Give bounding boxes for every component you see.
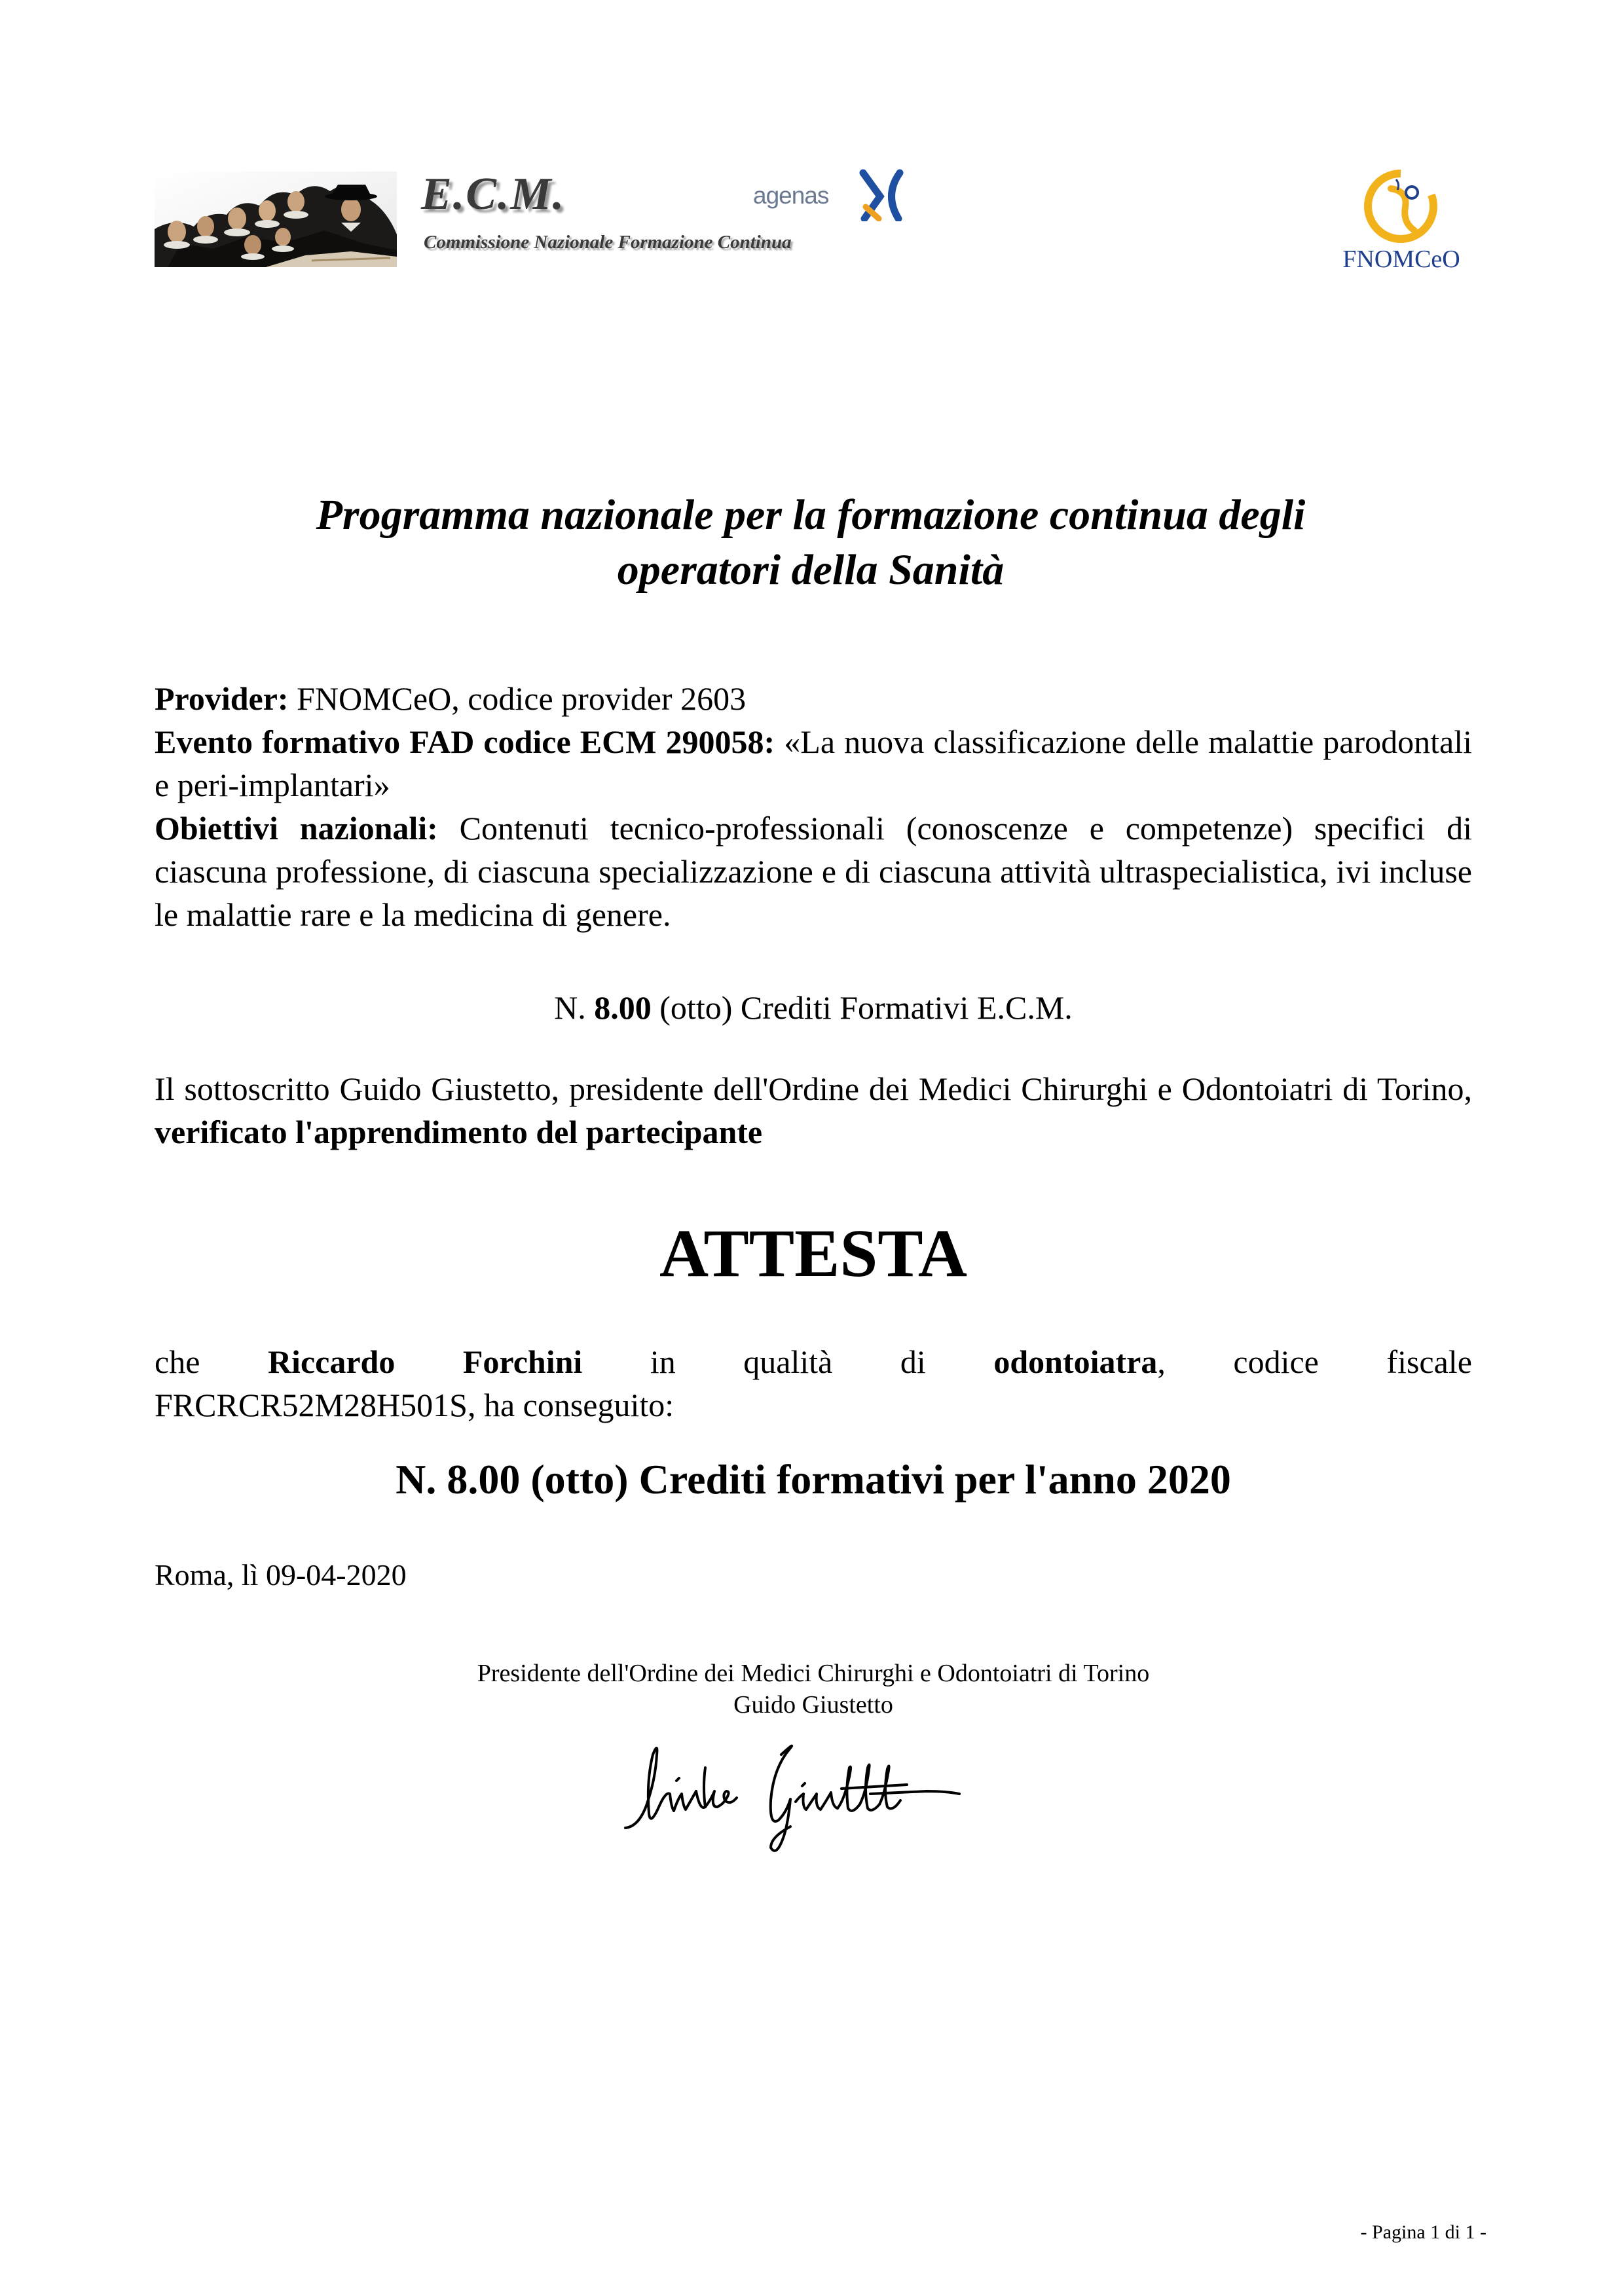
attesta-heading: ATTESTA xyxy=(659,1216,968,1291)
ecm-painting-logo xyxy=(155,172,397,267)
attestation-paragraph xyxy=(155,1340,1472,1427)
declaration-bold: verificato l'apprendimento del partecipante xyxy=(155,1114,763,1150)
event-value: «La nuova classificazione delle malattie parodontali e peri-implantari» xyxy=(155,723,1472,803)
credits-prefix: N. xyxy=(554,989,595,1026)
attestation-line-1 xyxy=(155,1340,1472,1383)
fnomceo-emblem-icon xyxy=(1362,168,1439,245)
event-label: Evento formativo FAD codice ECM 290058: xyxy=(155,723,775,760)
objectives-label: Obiettivi nazionali: xyxy=(155,810,438,847)
event-info-block xyxy=(155,677,1472,936)
page-footer: - Pagina 1 di 1 - xyxy=(1360,2221,1486,2243)
participant-last-name: Forchini xyxy=(462,1343,583,1380)
program-title-line-2: operatori della Sanità xyxy=(617,546,1005,594)
credits-suffix: (otto) Crediti Formativi E.C.M. xyxy=(651,989,1073,1026)
achieved-text: , ha conseguito: xyxy=(467,1387,674,1423)
word-che: che xyxy=(155,1343,200,1380)
provider-value: FNOMCeO, codice provider 2603 xyxy=(288,680,747,717)
word-di: di xyxy=(900,1343,926,1380)
program-title xyxy=(155,488,1467,598)
credits-line xyxy=(155,986,1472,1029)
ecm-title: E.C.M. xyxy=(421,169,566,219)
participant-profession: odontoiatra xyxy=(993,1343,1158,1380)
credits-year-line: N. 8.00 (otto) Crediti formativi per l'anno 2020 xyxy=(396,1456,1231,1503)
word-fiscale: fiscale xyxy=(1386,1343,1472,1380)
fiscal-code: FRCRCR52M28H501S xyxy=(155,1387,468,1423)
program-title-line-1: Programma nazionale per la formazione continua degli xyxy=(316,491,1306,539)
word-in: in xyxy=(650,1343,676,1380)
objectives-line xyxy=(155,807,1472,936)
fnomceo-logo xyxy=(1329,168,1473,272)
event-line xyxy=(155,720,1472,807)
declaration-text: Il sottoscritto Guido Giustetto, presidente dell'Ordine dei Medici Chirurghi e Odontoiatri di Torino, xyxy=(155,1070,1472,1107)
attestation-line-2 xyxy=(155,1383,1472,1427)
objectives-value: Contenuti tecnico-professionali (conoscenze e competenze) specifici di ciascuna professione, di ciascuna specializzazione e di ciascuna attività ultraspecialistica, ivi incluse le malattie rare e la medicina di genere. xyxy=(155,810,1472,933)
ecm-subtitle: Commissione Nazionale Formazione Continua xyxy=(424,232,792,253)
ecm-painting-image xyxy=(155,172,397,267)
signature-image xyxy=(619,1728,966,1859)
word-codice: codice xyxy=(1233,1343,1319,1380)
agenas-logo xyxy=(753,169,904,221)
signer-role: Presidente dell'Ordine dei Medici Chirurghi e Odontoiatri di Torino xyxy=(477,1660,1150,1687)
agenas-wordmark-text: agenas xyxy=(753,182,829,209)
provider-label: Provider: xyxy=(155,680,289,717)
place-date-line: Roma, lì 09-04-2020 xyxy=(155,1558,407,1592)
profession-group: odontoiatra, xyxy=(993,1343,1166,1380)
declaration-paragraph xyxy=(155,1067,1472,1154)
signer-name: Guido Giustetto xyxy=(733,1691,893,1719)
provider-line xyxy=(155,677,1472,720)
agenas-x-mark-icon xyxy=(859,169,904,221)
credits-amount: 8.00 xyxy=(594,989,652,1026)
handwritten-signature xyxy=(619,1728,966,1859)
fnomceo-wordmark: FNOMCeO xyxy=(1342,246,1460,273)
agenas-wordmark xyxy=(753,182,828,210)
participant-first-name: Riccardo xyxy=(267,1343,396,1380)
word-qualita: qualità xyxy=(743,1343,833,1380)
